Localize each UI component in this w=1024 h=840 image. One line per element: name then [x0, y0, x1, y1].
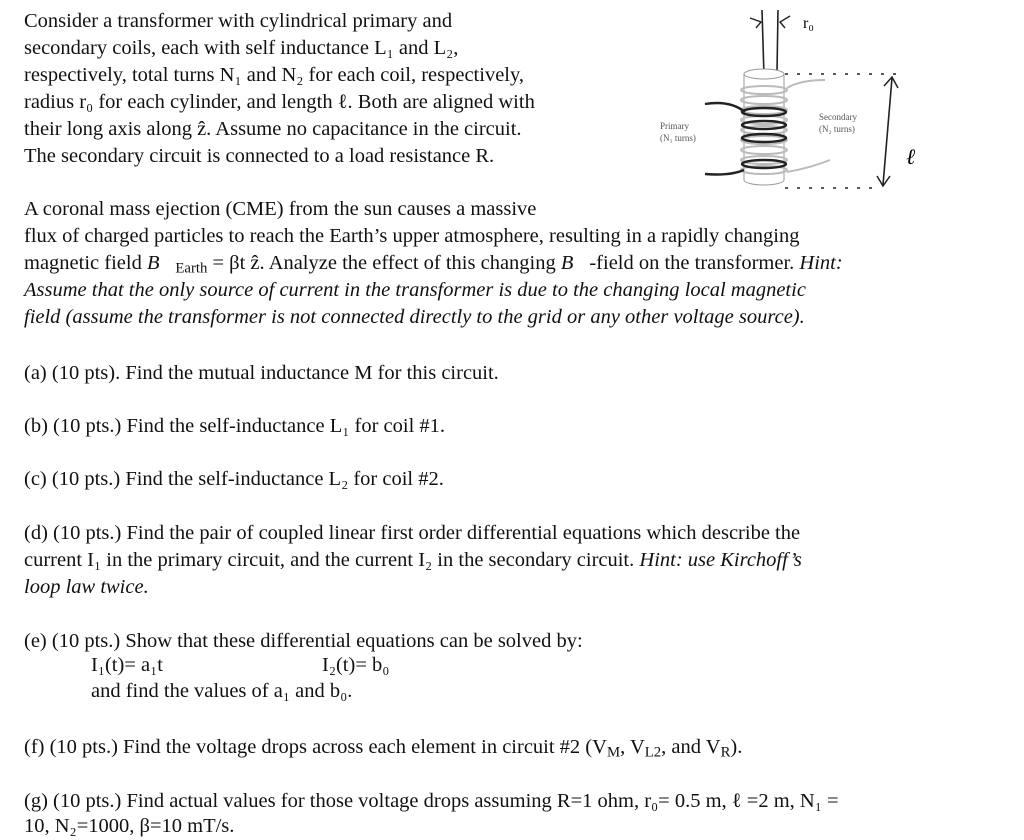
- text-line: [24, 35, 458, 62]
- text-segment: (a) (10 pts). Find the mutual inductance M for this circuit.: [24, 362, 499, 384]
- text-segment: Assume that the only source of current in the transformer is due to the changing local magnetic: [24, 279, 806, 301]
- text-line: [322, 652, 389, 679]
- text-line: [24, 813, 234, 840]
- text-segment: current I₁ in the primary circuit, and the current I₂ in the secondary circuit.: [24, 549, 640, 571]
- text-line: [24, 116, 522, 143]
- text-segment: (f) (10 pts.) Find the voltage drops across each element in circuit #2 (V: [24, 736, 607, 758]
- text-segment: = βt ẑ. Analyze the effect of this changing: [207, 252, 561, 274]
- text-segment: Consider a transformer with cylindrical primary and: [24, 10, 453, 32]
- text-segment: I₁(t)= a₁t: [91, 654, 163, 676]
- text-segment: , and V: [661, 736, 721, 758]
- text-segment: (c) (10 pts.) Find the self-inductance L₂ for coil #2.: [24, 468, 444, 490]
- text-line: [24, 788, 839, 815]
- subscript-text: M: [606, 744, 621, 761]
- text-segment: (e) (10 pts.) Show that these differential equations can be solved by:: [24, 630, 583, 652]
- text-segment: (b) (10 pts.) Find the self-inductance L₁ for coil #1.: [24, 415, 446, 437]
- text-line: [24, 466, 444, 493]
- length-label: ℓ: [906, 144, 916, 169]
- text-segment: ).: [730, 736, 743, 758]
- text-segment: The secondary circuit is connected to a load resistance R.: [24, 145, 495, 167]
- text-segment: and find the values of a₁ and b₀.: [91, 680, 353, 702]
- text-line: [24, 304, 805, 331]
- text-segment: their long axis along ẑ. Assume no capacitance in the circuit.: [24, 118, 522, 140]
- text-segment: I₂(t)= b₀: [322, 654, 390, 676]
- text-line: [24, 143, 494, 170]
- primary-label: Primary: [660, 121, 689, 131]
- text-line: [24, 223, 800, 250]
- text-segment: secondary coils, each with self inductance L₁ and L₂,: [24, 37, 459, 59]
- text-segment: magnetic field: [24, 252, 147, 274]
- text-segment: , V: [620, 736, 645, 758]
- text-segment: radius r₀ for each cylinder, and length ℓ. Both are aligned with: [24, 91, 535, 113]
- subscript-text: Earth: [175, 260, 208, 277]
- text-segment: B⃗: [146, 252, 176, 274]
- text-line: [24, 277, 806, 304]
- primary-turns-label: (N₁ turns): [660, 133, 696, 143]
- text-segment: (d) (10 pts.) Find the pair of coupled linear first order differential equations which describe the: [24, 522, 801, 544]
- text-line: [91, 678, 352, 705]
- text-segment: field (assume the transformer is not connected directly to the grid or any other voltage source).: [24, 306, 805, 328]
- transformer-diagram: [640, 0, 940, 200]
- text-line: [24, 89, 535, 116]
- text-line: [24, 734, 742, 761]
- text-line: [24, 574, 149, 601]
- text-line: [24, 520, 800, 547]
- text-segment: 10, N₂=1000, β=10 mT/s.: [24, 815, 235, 837]
- text-segment: A coronal mass ejection (CME) from the sun causes a massive: [24, 198, 537, 220]
- text-line: [24, 547, 802, 574]
- subscript-text: L2: [644, 744, 662, 761]
- subscript-text: R: [720, 744, 731, 761]
- text-line: [24, 250, 843, 277]
- secondary-turns-label: (N₂ turns): [819, 124, 855, 134]
- text-segment: loop law twice.: [24, 576, 149, 598]
- text-line: [24, 413, 445, 440]
- text-line: [91, 652, 163, 679]
- text-segment: (g) (10 pts.) Find actual values for those voltage drops assuming R=1 ohm, r₀= 0.5 m, ℓ =2 m, N₁ =: [24, 790, 839, 812]
- text-segment: -field on the transformer.: [589, 252, 800, 274]
- text-segment: Hint:: [799, 252, 843, 274]
- text-segment: flux of charged particles to reach the Earth’s upper atmosphere, resulting in a rapidly changing: [24, 225, 800, 247]
- text-line: [24, 8, 452, 35]
- text-line: [24, 62, 524, 89]
- text-line: [24, 628, 583, 655]
- secondary-label: Secondary: [819, 112, 857, 122]
- radius-label: r₀: [803, 15, 814, 32]
- text-line: [24, 196, 536, 223]
- text-segment: B⃗: [560, 252, 590, 274]
- text-segment: Hint: use Kirchoff’s: [639, 549, 802, 571]
- text-segment: respectively, total turns N₁ and N₂ for each coil, respectively,: [24, 64, 525, 86]
- text-line: [24, 360, 499, 387]
